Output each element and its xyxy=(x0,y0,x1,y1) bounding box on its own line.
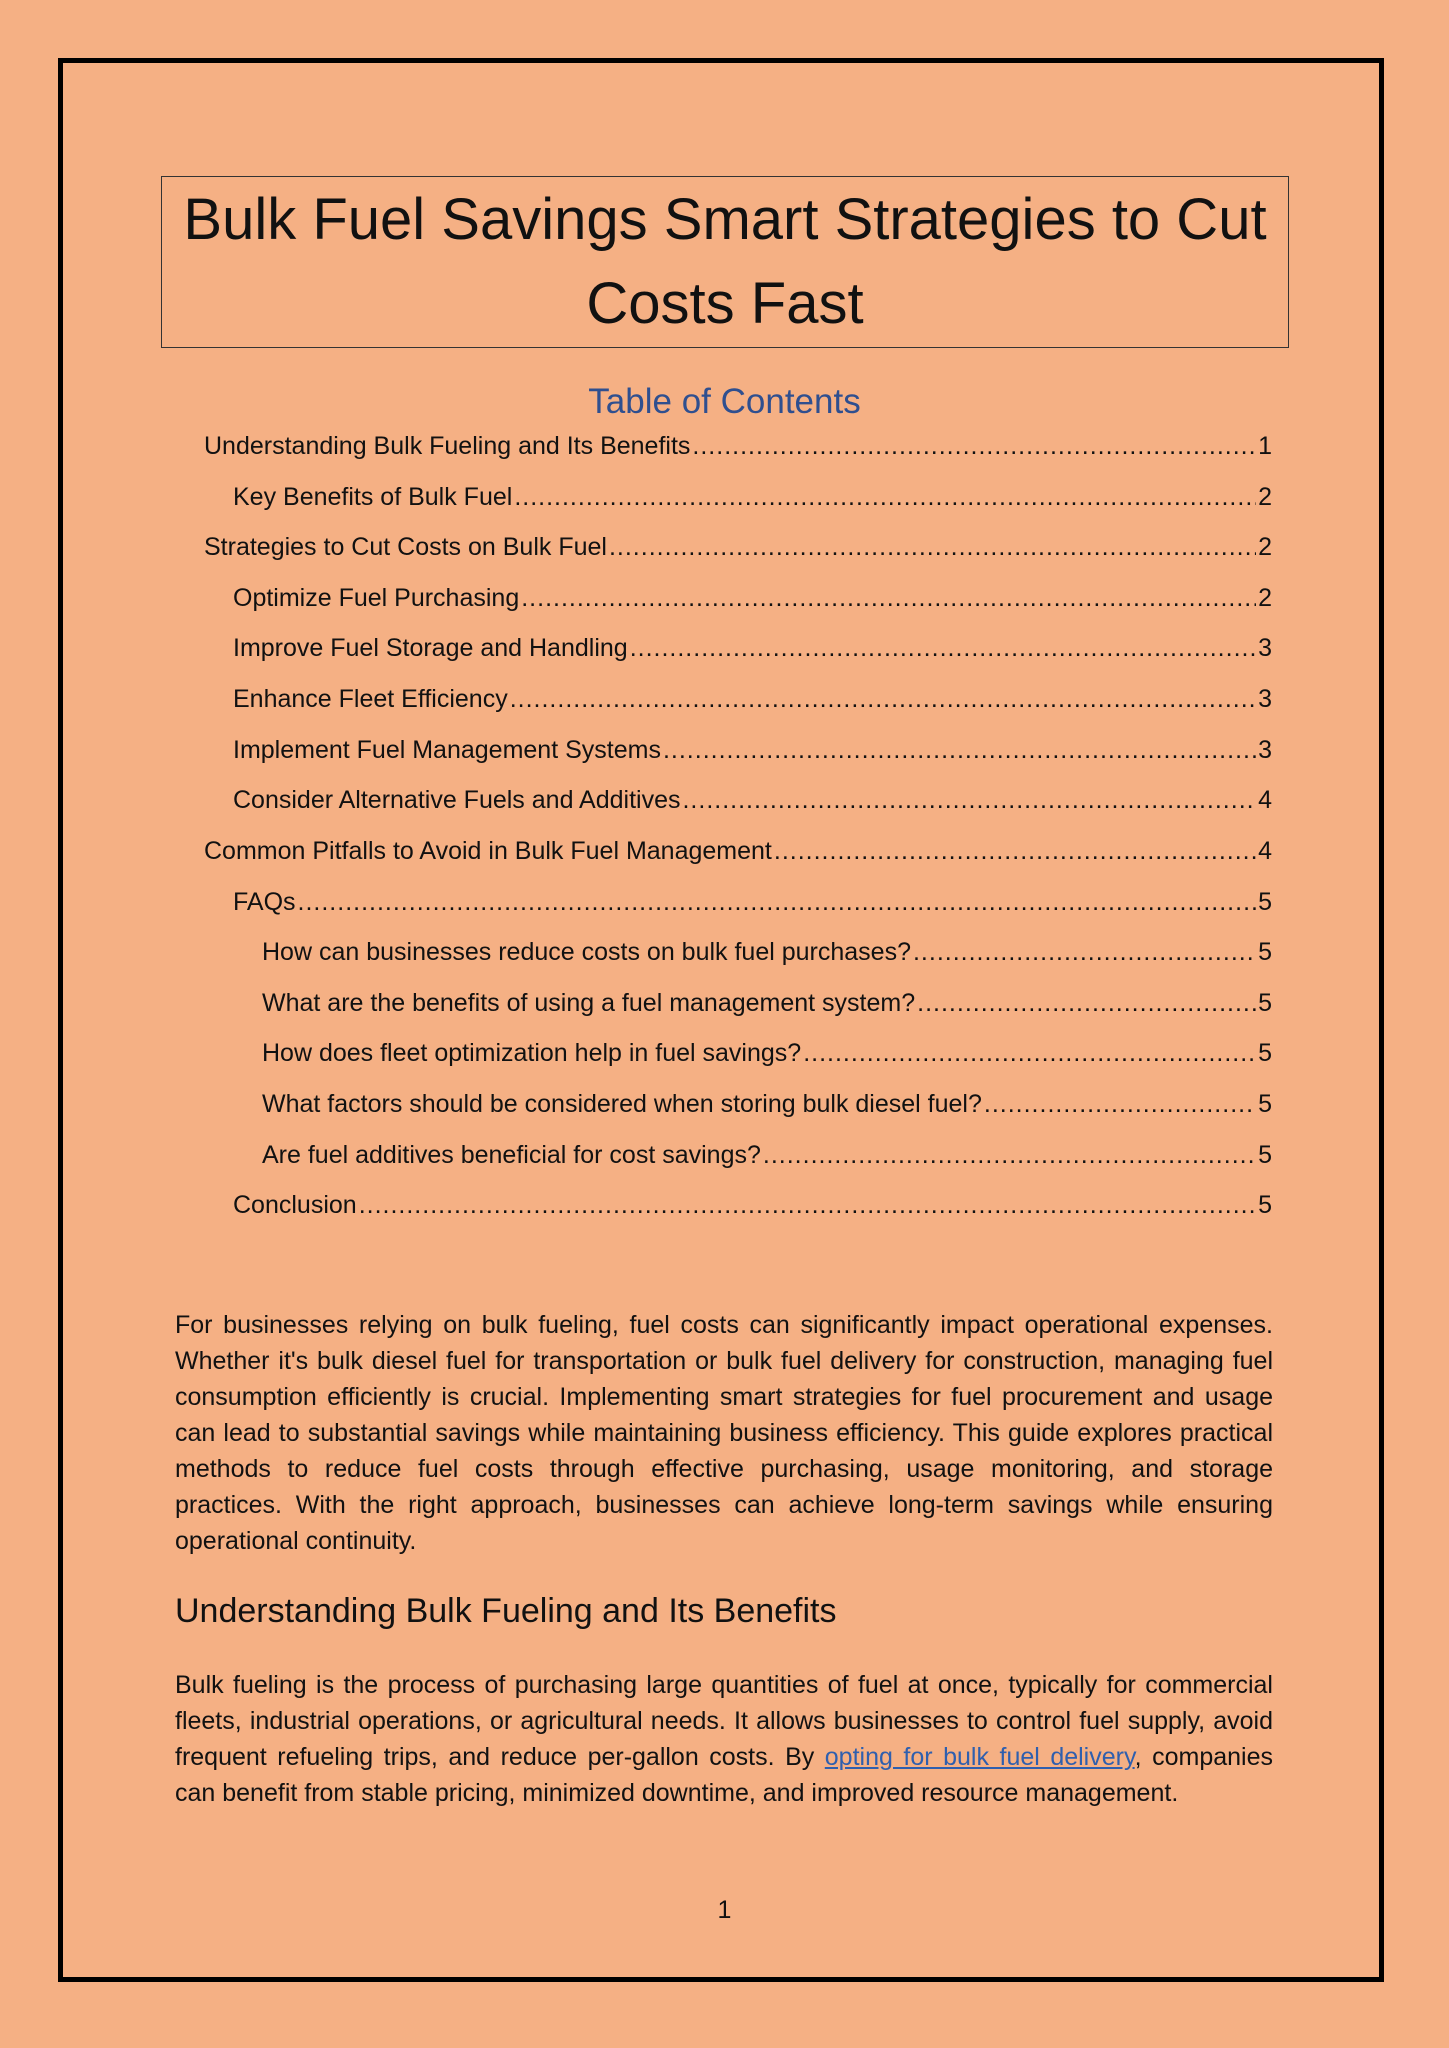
toc-leader-dots xyxy=(630,630,1256,666)
toc-leader-dots xyxy=(510,681,1256,717)
toc-entry-page: 4 xyxy=(1258,786,1272,814)
toc-entry-page: 5 xyxy=(1258,989,1272,1017)
toc-entry-text: Implement Fuel Management Systems xyxy=(233,736,661,764)
toc-leader-dots xyxy=(774,833,1256,869)
toc-entry-text: Enhance Fleet Efficiency xyxy=(233,685,508,713)
toc-leader-dots xyxy=(521,580,1256,616)
toc-entry-text: Are fuel additives beneficial for cost savings? xyxy=(262,1141,761,1169)
toc-entry-text: Improve Fuel Storage and Handling xyxy=(233,634,628,662)
toc-entry[interactable] xyxy=(233,884,1272,920)
bulk-fuel-delivery-link[interactable]: opting for bulk fuel delivery xyxy=(824,1743,1135,1771)
toc-entry-text: FAQs xyxy=(233,888,296,916)
toc-leader-dots xyxy=(514,479,1256,515)
toc-leader-dots xyxy=(917,985,1256,1021)
toc-entry-text: Key Benefits of Bulk Fuel xyxy=(233,483,513,511)
toc-leader-dots xyxy=(692,428,1256,464)
toc-entry[interactable] xyxy=(262,1137,1272,1173)
toc-leader-dots xyxy=(682,782,1256,818)
toc-entry-page: 3 xyxy=(1258,685,1272,713)
toc-entry[interactable] xyxy=(262,934,1272,970)
section-paragraph-text: Bulk fueling is the process of purchasing large quantities of fuel at once, typically for commercial fleets, industrial operations, or agricultural needs. It allows businesses to control fuel supply, avoid frequent refueling trips, and reduce per-gallon costs. By xyxy=(175,1671,1273,1771)
toc-entry[interactable] xyxy=(233,1187,1272,1223)
toc-entry-text: What are the benefits of using a fuel management system? xyxy=(262,989,916,1017)
toc-leader-dots xyxy=(763,1137,1256,1173)
toc-entry-text: Common Pitfalls to Avoid in Bulk Fuel Management xyxy=(204,837,772,865)
toc-leader-dots xyxy=(359,1187,1256,1223)
toc-entry-page: 2 xyxy=(1258,483,1272,511)
toc-entry[interactable] xyxy=(204,833,1272,869)
toc-entry-page: 5 xyxy=(1258,938,1272,966)
toc-entry-page: 5 xyxy=(1258,1090,1272,1118)
toc-entry[interactable] xyxy=(233,580,1272,616)
toc-entry[interactable] xyxy=(262,985,1272,1021)
toc-entry[interactable] xyxy=(204,428,1272,464)
toc-entry-text: How does fleet optimization help in fuel savings? xyxy=(262,1039,802,1067)
title-box xyxy=(161,176,1289,348)
section-paragraph xyxy=(175,1667,1273,1811)
toc-entry-text: Consider Alternative Fuels and Additives xyxy=(233,786,681,814)
toc-entry[interactable] xyxy=(262,1035,1272,1071)
toc-entry-text: Conclusion xyxy=(233,1191,357,1219)
toc-leader-dots xyxy=(609,529,1256,565)
section-paragraph-text: , companies can benefit from stable pricing, minimized downtime, and improved resource management. xyxy=(175,1743,1273,1807)
toc-entry[interactable] xyxy=(233,681,1272,717)
toc-entry[interactable] xyxy=(233,630,1272,666)
toc-entry[interactable] xyxy=(233,782,1272,818)
toc-leader-dots xyxy=(298,884,1257,920)
toc-leader-dots xyxy=(913,934,1256,970)
toc-entry-text: What factors should be considered when storing bulk diesel fuel? xyxy=(262,1090,982,1118)
toc-entry-text: Understanding Bulk Fueling and Its Benefits xyxy=(204,432,691,460)
toc-entry-text: Optimize Fuel Purchasing xyxy=(233,584,520,612)
toc-entry[interactable] xyxy=(204,529,1272,565)
toc-leader-dots xyxy=(984,1086,1256,1122)
toc-entry-page: 5 xyxy=(1258,1191,1272,1219)
toc-heading: Table of Contents xyxy=(588,382,861,421)
toc-entry-page: 1 xyxy=(1258,432,1272,460)
toc-entry-page: 5 xyxy=(1258,1039,1272,1067)
toc-entry-page: 3 xyxy=(1258,736,1272,764)
toc-entry[interactable] xyxy=(262,1086,1272,1122)
toc-entry-page: 3 xyxy=(1258,634,1272,662)
toc-entry[interactable] xyxy=(233,479,1272,515)
toc-entry-page: 5 xyxy=(1258,888,1272,916)
toc-leader-dots xyxy=(663,732,1256,768)
toc-entry-text: How can businesses reduce costs on bulk fuel purchases? xyxy=(262,938,911,966)
toc-entry-page: 4 xyxy=(1258,837,1272,865)
intro-paragraph: For businesses relying on bulk fueling, fuel costs can significantly impact operational expenses. Whether it's bulk diesel fuel for transportation or bulk fuel delivery for construction, managing fuel consumption efficiently is crucial. Implementing smart strategies for fuel procurement and usage can lead to substantial savings while maintaining business efficiency. This guide explores practical methods to reduce fuel costs through effective purchasing, usage monitoring, and storage practices. With the right approach, businesses can achieve long-term savings while ensuring operational continuity. xyxy=(175,1311,1273,1555)
toc-entry[interactable] xyxy=(233,732,1272,768)
toc-entry-page: 5 xyxy=(1258,1141,1272,1169)
toc-entry-text: Strategies to Cut Costs on Bulk Fuel xyxy=(204,533,607,561)
toc-entry-page: 2 xyxy=(1258,584,1272,612)
page-number: 1 xyxy=(717,1896,732,1924)
section-heading: Understanding Bulk Fueling and Its Benefits xyxy=(175,1592,837,1630)
toc-entry-page: 2 xyxy=(1258,533,1272,561)
document-title: Bulk Fuel Savings Smart Strategies to Cut Costs Fast xyxy=(183,187,1267,336)
toc-leader-dots xyxy=(803,1035,1256,1071)
